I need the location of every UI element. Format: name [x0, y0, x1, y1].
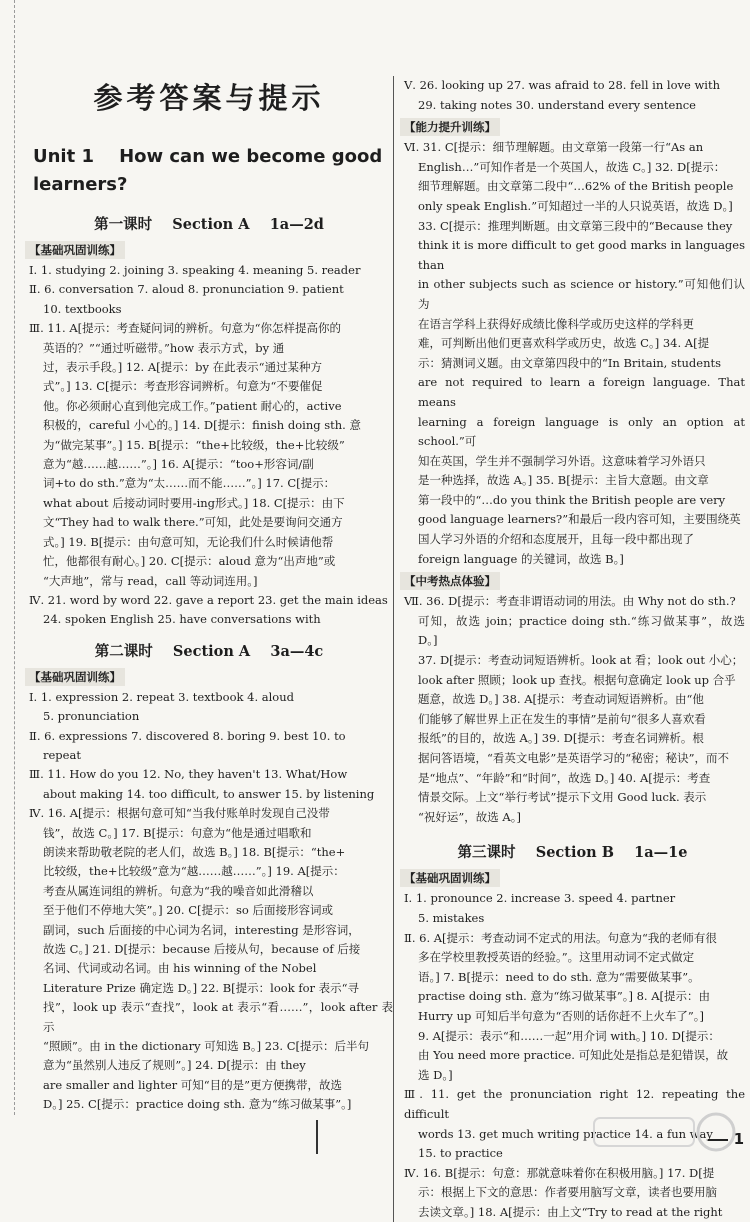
answer-line: 15. to practice — [418, 1146, 503, 1161]
answer-line: 知在英国，学生并不强制学习外语。这意味着学习外语只 — [418, 453, 706, 468]
answer-line: Ⅱ. 6. expressions 7. discovered 8. boring 9. best 10. to — [29, 728, 346, 743]
answer-line: Ⅲ. 11. get the pronunciation right 12. repeating the difficult — [404, 1087, 745, 1121]
answer-line: Ⅴ. 26. looking up 27. was afraid to 28. fell in love with — [404, 78, 721, 92]
answer-line: 式。] 19. B[提示：由句意可知，无论我们什么时候请他帮 — [43, 534, 334, 549]
answer-line: 副词，such 后面接的中心词为名词，interesting 是形容词， — [43, 922, 360, 937]
answer-line: Ⅵ. 31. C[提示：细节理解题。由文章第一段第一行“As an — [404, 140, 704, 155]
answer-line: D。] 25. C[提示：practice doing sth. 意为“练习做某事”。] — [43, 1097, 352, 1112]
section-heading-lesson3: 第三课时 Section B 1a—1e — [457, 844, 688, 862]
answer-line: Ⅰ. 1. pronounce 2. increase 3. speed 4. partner — [404, 891, 676, 906]
answer-line: Ⅳ. 21. word by word 22. gave a report 23. get the main ideas — [29, 592, 388, 607]
answer-line: 5. pronunciation — [43, 709, 140, 724]
answer-line: 名词、代词或动名词。由 his winning of the Nobel — [43, 961, 317, 976]
section-heading-lesson1: 第一课时 Section A 1a—2d — [94, 216, 324, 233]
answer-line: 是“地点”、“年龄”和“时间”，故选 D。] 40. A[提示：考查 — [418, 770, 711, 785]
answer-line: 式”。] 13. C[提示：考查形容词辨析。句意为“不要催促 — [43, 379, 323, 394]
left-column — [14, 0, 393, 1115]
page-number: 1 — [733, 1130, 744, 1148]
answer-line: 据问答语境，“看英文电影”是英语学习的“秘密；秘诀”，而不 — [418, 751, 730, 765]
subsection-tag: 【基础巩固训练】 — [25, 241, 125, 259]
answer-line: 比较级，the+比较级”意为“越……越……”。] 19. A[提示： — [43, 864, 345, 879]
answer-line: 是一种选择，故选 A。] 35. B[提示：主旨大意题。由文章 — [418, 473, 709, 488]
answer-line: 意为“越……越……”。] 16. A[提示：“too+形容词/副 — [43, 457, 314, 472]
answer-block-lesson2-cont — [400, 76, 745, 115]
answer-line: “照顾”。由 in the dictionary 可知选 B。] 23. C[提示：后半句 — [43, 1039, 369, 1054]
answer-line: repeat — [43, 747, 81, 762]
answer-line: Ⅰ. 1. expression 2. repeat 3. textbook 4. aloud — [29, 689, 294, 704]
answer-line: learning a foreign language is only an option at school.”可 — [418, 414, 745, 449]
answer-line: 国人学习外语的介绍和态度展开，且每一段中都出现了 — [418, 532, 694, 547]
answer-line: Ⅳ. 16. A[提示：根据句意可知“当我付账单时发现自己没带 — [29, 806, 330, 821]
answer-line: 10. textbooks — [43, 301, 122, 316]
unit-title-line2: learners? — [33, 174, 128, 195]
answer-line: 意为“虽然别人违反了规则”。] 24. D[提示：由 they — [43, 1058, 306, 1073]
answer-line: 忙，他都很有耐心。] 20. C[提示：aloud 意为“出声地”或 — [43, 554, 336, 569]
answer-block-lesson1 — [25, 261, 393, 630]
answer-line: 过，表示手段。] 12. A[提示：by 在此表示“通过某种方 — [43, 360, 323, 375]
answer-line: practise doing sth. 意为“练习做某事”。] 8. A[提示：由 — [418, 989, 711, 1004]
answer-line: Hurry up 可知后半句意为“否则的话你赶不上火车了”。] — [418, 1008, 704, 1023]
answer-line: 可知，故选 join；practice doing sth.“练习做某事”，故选 D。] — [418, 613, 745, 648]
answer-line: Ⅰ. 1. studying 2. joining 3. speaking 4. meaning 5. reader — [29, 263, 361, 277]
answer-line: 24. spoken English 25. have conversations with — [43, 612, 321, 627]
answer-line: 语。] 7. B[提示：need to do sth. 意为“需要做某事”。 — [418, 969, 700, 984]
answer-line: what about 后接动词时要用-ing形式。] 18. C[提示：由下 — [43, 495, 345, 510]
answer-line: 情景交际。上文“举行考试”提示下文用 Good luck. 表示 — [418, 790, 707, 805]
answer-line: 们能够了解世界上正在发生的事情”是前句“很多人喜欢看 — [418, 711, 706, 726]
answer-line: only speak English.”可知超过一半的人只说英语，故选 D。] — [418, 198, 733, 213]
answer-line: Ⅲ. 11. A[提示：考查疑问词的辨析。句意为“你怎样提高你的 — [29, 321, 342, 336]
answer-line: 考查从属连词组的辨析。句意为“我的噪音如此滑稽以 — [43, 883, 314, 898]
answer-line: Literature Prize 确定选 D。] 22. B[提示：look for 表示“寻 — [43, 980, 360, 995]
answer-line: Ⅱ. 6. conversation 7. aloud 8. pronunciation 9. patient — [29, 282, 344, 297]
answer-line: 英语的？”“通过听磁带。”how 表示方式，by 通 — [43, 340, 285, 355]
answer-line: 29. taking notes 30. understand every sentence — [418, 97, 696, 112]
answer-block-lesson2 — [25, 688, 393, 1115]
answer-line: 钱”，故选 C。] 17. B[提示：句意为“他是通过唱歌和 — [43, 825, 312, 840]
section-heading-lesson2: 第二课时 Section A 3a—4c — [94, 642, 324, 660]
answer-line: foreign language 的关键词，故选 B。] — [418, 551, 624, 566]
answer-line: 题意，故选 D。] 38. A[提示：考查动词短语辨析。由“他 — [418, 692, 704, 707]
answer-line: 示：根据上下文的意思：作者要用脑写文章，读者也要用脑 — [418, 1185, 717, 1200]
answer-line: look after 照顾；look up 查找。根据句意确定 look up 合乎 — [418, 672, 736, 687]
unit-title-line1: Unit 1 How can we become good — [33, 146, 383, 167]
subsection-tag: 【基础巩固训练】 — [400, 869, 500, 887]
answer-line: Ⅲ. 11. How do you 12. No, they haven't 13. What/How — [29, 767, 348, 782]
answer-line: 细节理解题。由文章第二段中“…62% of the British people — [418, 179, 734, 194]
answer-line: 报纸”的目的，故选 A。] 39. D[提示：考查名词辨析。根 — [418, 731, 704, 746]
answer-line: “祝好运”，故选 A。] — [418, 809, 521, 824]
answer-line: 9. A[提示：表示“和……一起”用介词 with。] 10. D[提示： — [418, 1028, 720, 1043]
answer-line: 5. mistakes — [418, 910, 485, 925]
page-title: 参考答案与提示 — [93, 81, 325, 115]
answer-line: are not required to learn a foreign language. That means — [418, 375, 745, 409]
answer-line: 在语言学科上获得好成绩比像科学或历史这样的学科更 — [418, 316, 694, 331]
answer-line: Ⅱ. 6. A[提示：考查动词不定式的用法。句意为“我的老师有很 — [404, 930, 717, 945]
answer-line: 33. C[提示：推理判断题。由文章第三段中的“Because they — [418, 218, 733, 233]
watermark-logo-icon — [586, 1108, 746, 1156]
answer-line: good language learners?”和最后一段内容可知，主要围绕英 — [418, 512, 741, 527]
answer-line: about making 14. too difficult, to answer 15. by listening — [43, 786, 375, 801]
answer-line: 37. D[提示：考查动词短语辨析。look at 看；look out 小心； — [418, 653, 744, 668]
unit-title — [33, 143, 393, 199]
answer-block-lesson3 — [400, 889, 745, 1222]
answer-line: 第一段中的“…do you think the British people are very — [418, 492, 726, 507]
answer-line: 示：猜测词义题。由文章第四段中的“In Britain, students — [418, 355, 722, 370]
answer-line: 朗读来帮助敬老院的老人们，故选 B。] 18. B[提示：“the+ — [43, 844, 346, 859]
answer-line: 故选 C。] 21. D[提示：because 后接从句，because of 后接 — [43, 942, 361, 956]
answer-line: 他。你必须耐心直到他完成工作。”patient 耐心的，active — [43, 398, 342, 413]
right-column — [393, 76, 745, 1222]
answer-line: are smaller and lighter 可知“目的是”更方便携带，故选 — [43, 1077, 343, 1092]
answer-line: 至于他们不停地大笑”。] 20. C[提示：so 后面接形容词或 — [43, 903, 333, 918]
answer-line: words 13. get much writing practice 14. a fun way — [418, 1126, 713, 1141]
answer-line: Ⅶ. 36. D[提示：考查非谓语动词的用法。由 Why not do sth.? — [404, 594, 736, 609]
answer-line: “大声地”，常与 read，call 等动词连用。] — [43, 573, 258, 588]
answer-line: 积极的，careful 小心的。] 14. D[提示：finish doing sth. 意 — [43, 418, 361, 433]
subsection-tag: 【中考热点体验】 — [400, 572, 500, 590]
answer-block-exam — [400, 592, 745, 827]
subsection-tag: 【能力提升训练】 — [400, 118, 500, 136]
answer-line: 由 You need more practice. 可知此处是指总是犯错误，故 — [418, 1048, 729, 1063]
answer-line: Ⅳ. 16. B[提示：句意：那就意味着你在积极用脑。] 17. D[提 — [404, 1165, 715, 1180]
answer-line: in other subjects such as science or history.”可知他们认为 — [418, 277, 745, 311]
answer-line: 词+to do sth.”意为“太……而不能……”。] 17. C[提示： — [43, 476, 336, 491]
answer-line: 选 D。] — [418, 1067, 453, 1082]
answer-line: 文“They had to walk there.”可知，此处是要询问交通方 — [43, 515, 343, 530]
answer-line: think it is more difficult to get good marks in languages than — [418, 238, 745, 272]
answer-block-ability — [400, 138, 745, 569]
answer-line: 难，可判断出他们更喜欢科学或历史，故选 C。] 34. A[提 — [418, 336, 710, 351]
answer-line: 为“做完某事”。] 15. B[提示：“the+比较级，the+比较级” — [43, 437, 345, 452]
scan-mark — [316, 1120, 318, 1154]
answer-line: 多在学校里教授英语的经验。”。这里用动词不定式做定 — [418, 950, 695, 965]
subsection-tag: 【基础巩固训练】 — [25, 668, 125, 686]
answer-line: 找”，look up 表示“查找”，look at 表示“看……”，look after 表示 — [43, 1000, 393, 1034]
answer-line: 去读文章。] 18. A[提示：由上文“Try to read at the right — [418, 1204, 723, 1219]
answer-line: English…”可知作者是一个英国人，故选 C。] 32. D[提示： — [418, 159, 726, 174]
